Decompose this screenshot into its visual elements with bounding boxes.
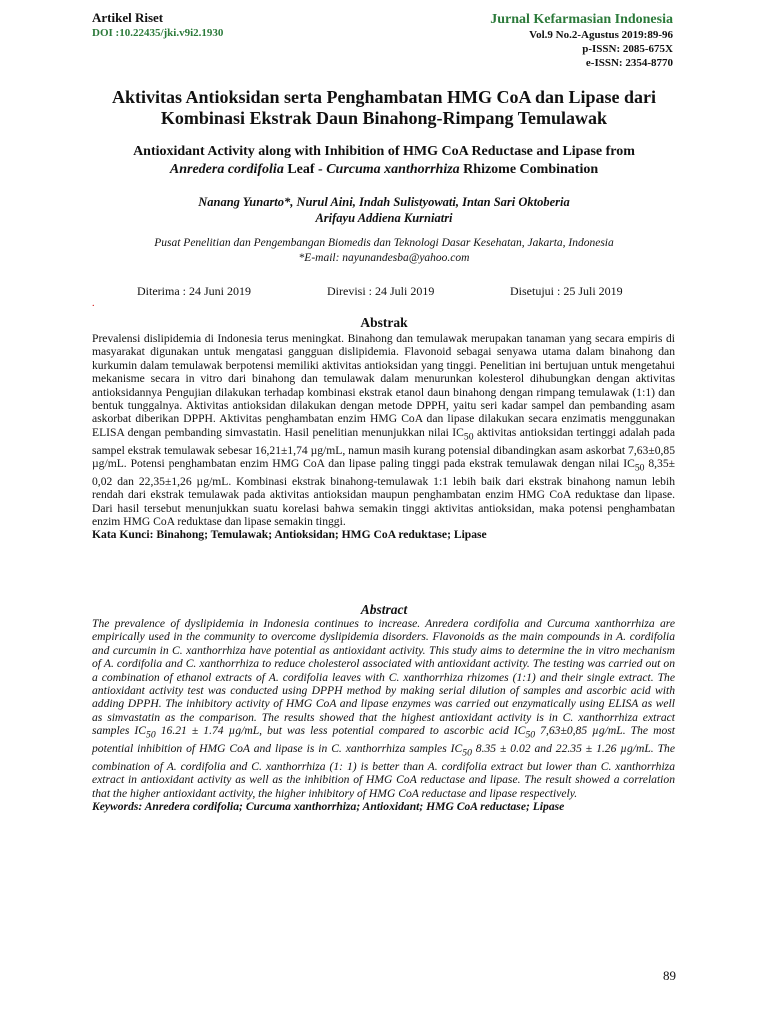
eissn: e-ISSN: 2354-8770 [585, 57, 673, 69]
authors-line1: Nanang Yunarto*, Nurul Aini, Indah Sulistyowati, Intan Sari Oktoberia [198, 195, 570, 209]
authors [80, 194, 688, 226]
article-type: Artikel Riset [92, 10, 164, 25]
abstrak-heading: Abstrak [360, 315, 408, 330]
header-right [490, 12, 673, 70]
page-number: 89 [663, 968, 676, 983]
title-english [80, 143, 688, 179]
abstrak-sub-1: 50 [463, 431, 474, 443]
title-indonesian: Aktivitas Antioksidan serta Penghambatan HMG CoA dan Lipase dari Kombinasi Ekstrak Daun Binahong-Rimpang Temulawak [111, 87, 657, 128]
title-en-part2: Leaf - [283, 162, 327, 177]
title-en-part1: Antioxidant Activity along with Inhibition of HMG CoA Reductase and Lipase from [133, 144, 635, 159]
title-en-species2: Curcuma xanthorrhiza [326, 162, 460, 177]
date-accepted: Disetujui : 25 Juli 2019 [510, 284, 623, 298]
authors-line2: Arifayu Addiena Kurniatri [315, 211, 453, 225]
abstrak-text-3: 8,35± 0,02 dan 22,35±1,26 µg/mL. Kombinasi ekstrak binahong-temulawak 1:1 lebih baik dari ekstrak binahong namun lebih rendah dari ekstrak temulawak pada aktivitas antioksidan maupun penghambatan enzim HMG CoA reduktase dan lipase. Dari hasil tersebut menunjukkan suatu korelasi bahwa semakin tinggi aktivitas antioksidan, maka potensi penghambatan enzim HMG CoA reduktase dan lipase semakin tinggi. [92, 456, 675, 528]
abstract-sub-3: 50 [462, 747, 472, 759]
red-dot-mark: . [92, 298, 95, 309]
abstract-body [92, 617, 675, 813]
abstract-sub-1: 50 [146, 729, 156, 741]
abstract-text-4: 8.35 ± 0.02 and 22.35 ± 1.26 µg/mL. The combination of A. cordifolia and C. xanthorrhiza (1: 1) is better than A. cordifolia extract but lower than C. xanthorrhiza extract in antioxidant activity as well as the inhibition of HMG CoA reductase and lipase. The result showed a correlation that the higher antioxidant activity, the higher inhibitory of HMG CoA reductase and lipase respectively. [92, 741, 676, 800]
doi: DOI :10.22435/jki.v9i2.1930 [92, 27, 224, 39]
affiliation [80, 236, 688, 266]
keywords: Keywords: Anredera cordifolia; Curcuma xanthorrhiza; Antioxidant; HMG CoA reductase; Lipase [92, 799, 565, 813]
kata-kunci: Kata Kunci: Binahong; Temulawak; Antioksidan; HMG CoA reduktase; Lipase [92, 528, 487, 542]
title-en-species1: Anredera cordifolia [169, 162, 284, 177]
abstrak-sub-2: 50 [634, 462, 645, 474]
abstract-text-2: 16.21 ± 1.74 µg/mL, but was less potential compared to ascorbic acid IC [155, 724, 526, 738]
affiliation-institution: Pusat Penelitian dan Pengembangan Biomedis dan Teknologi Dasar Kesehatan, Jakarta, Indonesia [154, 237, 614, 249]
journal-name: Jurnal Kefarmasian Indonesia [490, 12, 673, 27]
title-en-part3: Rhizome Combination [459, 162, 599, 177]
abstrak-text-2: aktivitas antioksidan tertinggi adalah pada sampel ekstrak temulawak sebesar 16,21±1,74 µg/mL, namun masih kurang potensial dibandingkan asam askorbat 7,63±0,85 µg/mL. Potensi penghambatan enzim HMG CoA dan lipase paling tinggi pada ekstrak temulawak dengan nilai IC [92, 425, 675, 470]
date-received: Diterima : 24 Juni 2019 [137, 284, 251, 298]
abstract-heading: Abstract [360, 602, 408, 617]
abstract-text-3: 7,63±0,85 µg/mL. The most potential inhibition of HMG CoA and lipase is in C. xanthorrhiza samples IC [92, 724, 676, 755]
header-left [92, 10, 223, 39]
date-revised: Direvisi : 24 Juli 2019 [327, 284, 435, 298]
pissn: p-ISSN: 2085-675X [582, 43, 673, 55]
abstrak-text-1: Prevalensi dislipidemia di Indonesia terus meningkat. Binahong dan temulawak merupakan tanaman yang secara empiris di masyarakat digunakan untuk mengatasi gangguan dislipidemia. Flavonoid sebagai senyawa utama dalam binahong dan kurkumin dalam temulawak berpotensi memiliki aktivitas antioksidan yang tinggi. Penelitian ini bertujuan untuk mengetahui mekanisme secara in vitro dari binahong dan temulawak dalam menurunkan kolesterol dihubungkan dengan aktivitas antioksidannya Pengujian dilakukan terhadap kombinasi ekstrak etanol daun binahong dengan rimpang temulawak (1:1) dan bentuk tunggalnya. Aktivitas antioksidan dilakukan dengan metode DPPH, yaitu seri kadar sampel dan pembanding asam askorbat diberikan DPPH. Aktivitas penghambatan enzim HMG CoA dan lipase dilakukan secara enzimatis menggunakan ELISA dengan pembanding simvastatin. Hasil penelitian menunjukkan nilai IC [92, 332, 675, 439]
affiliation-email: *E-mail: nayunandesba@yahoo.com [298, 252, 470, 264]
volume-info: Vol.9 No.2-Agustus 2019:89-96 [529, 29, 673, 41]
abstract-text-1: The prevalence of dyslipidemia in Indonesia continues to increase. Anredera cordifolia and Curcuma xanthorrhiza are empirically used in the community to overcome dyslipidemia disorders. Flavonoids as the main compounds in A. cordifolia and curcumin in C. xanthorrhiza have potential as antioxidant activity. This study aims to determine the in vitro mechanism of A. cordifolia and C. xanthorrhiza to reduce cholesterol associated with antioxidant activity. The testing was carried out on a combination of ethanol extracts of A. cordifolia leaves with C. xanthorrhiza rhizomes (1:1) and their single extract. The antioxidant activity test was conducted using DPPH method by making serial dilution of samples and ascorbic acid with adding DPPH. The inhibitory activity of HMG CoA and lipase enzymes was carried out enzymatically using ELISA as well as simvastatin as the comparison. The results showed that the highest antioxidant activity is in C. xanthorrhiza extract samples IC [92, 617, 675, 738]
abstrak-body [92, 332, 675, 542]
abstract-sub-2: 50 [525, 729, 536, 741]
